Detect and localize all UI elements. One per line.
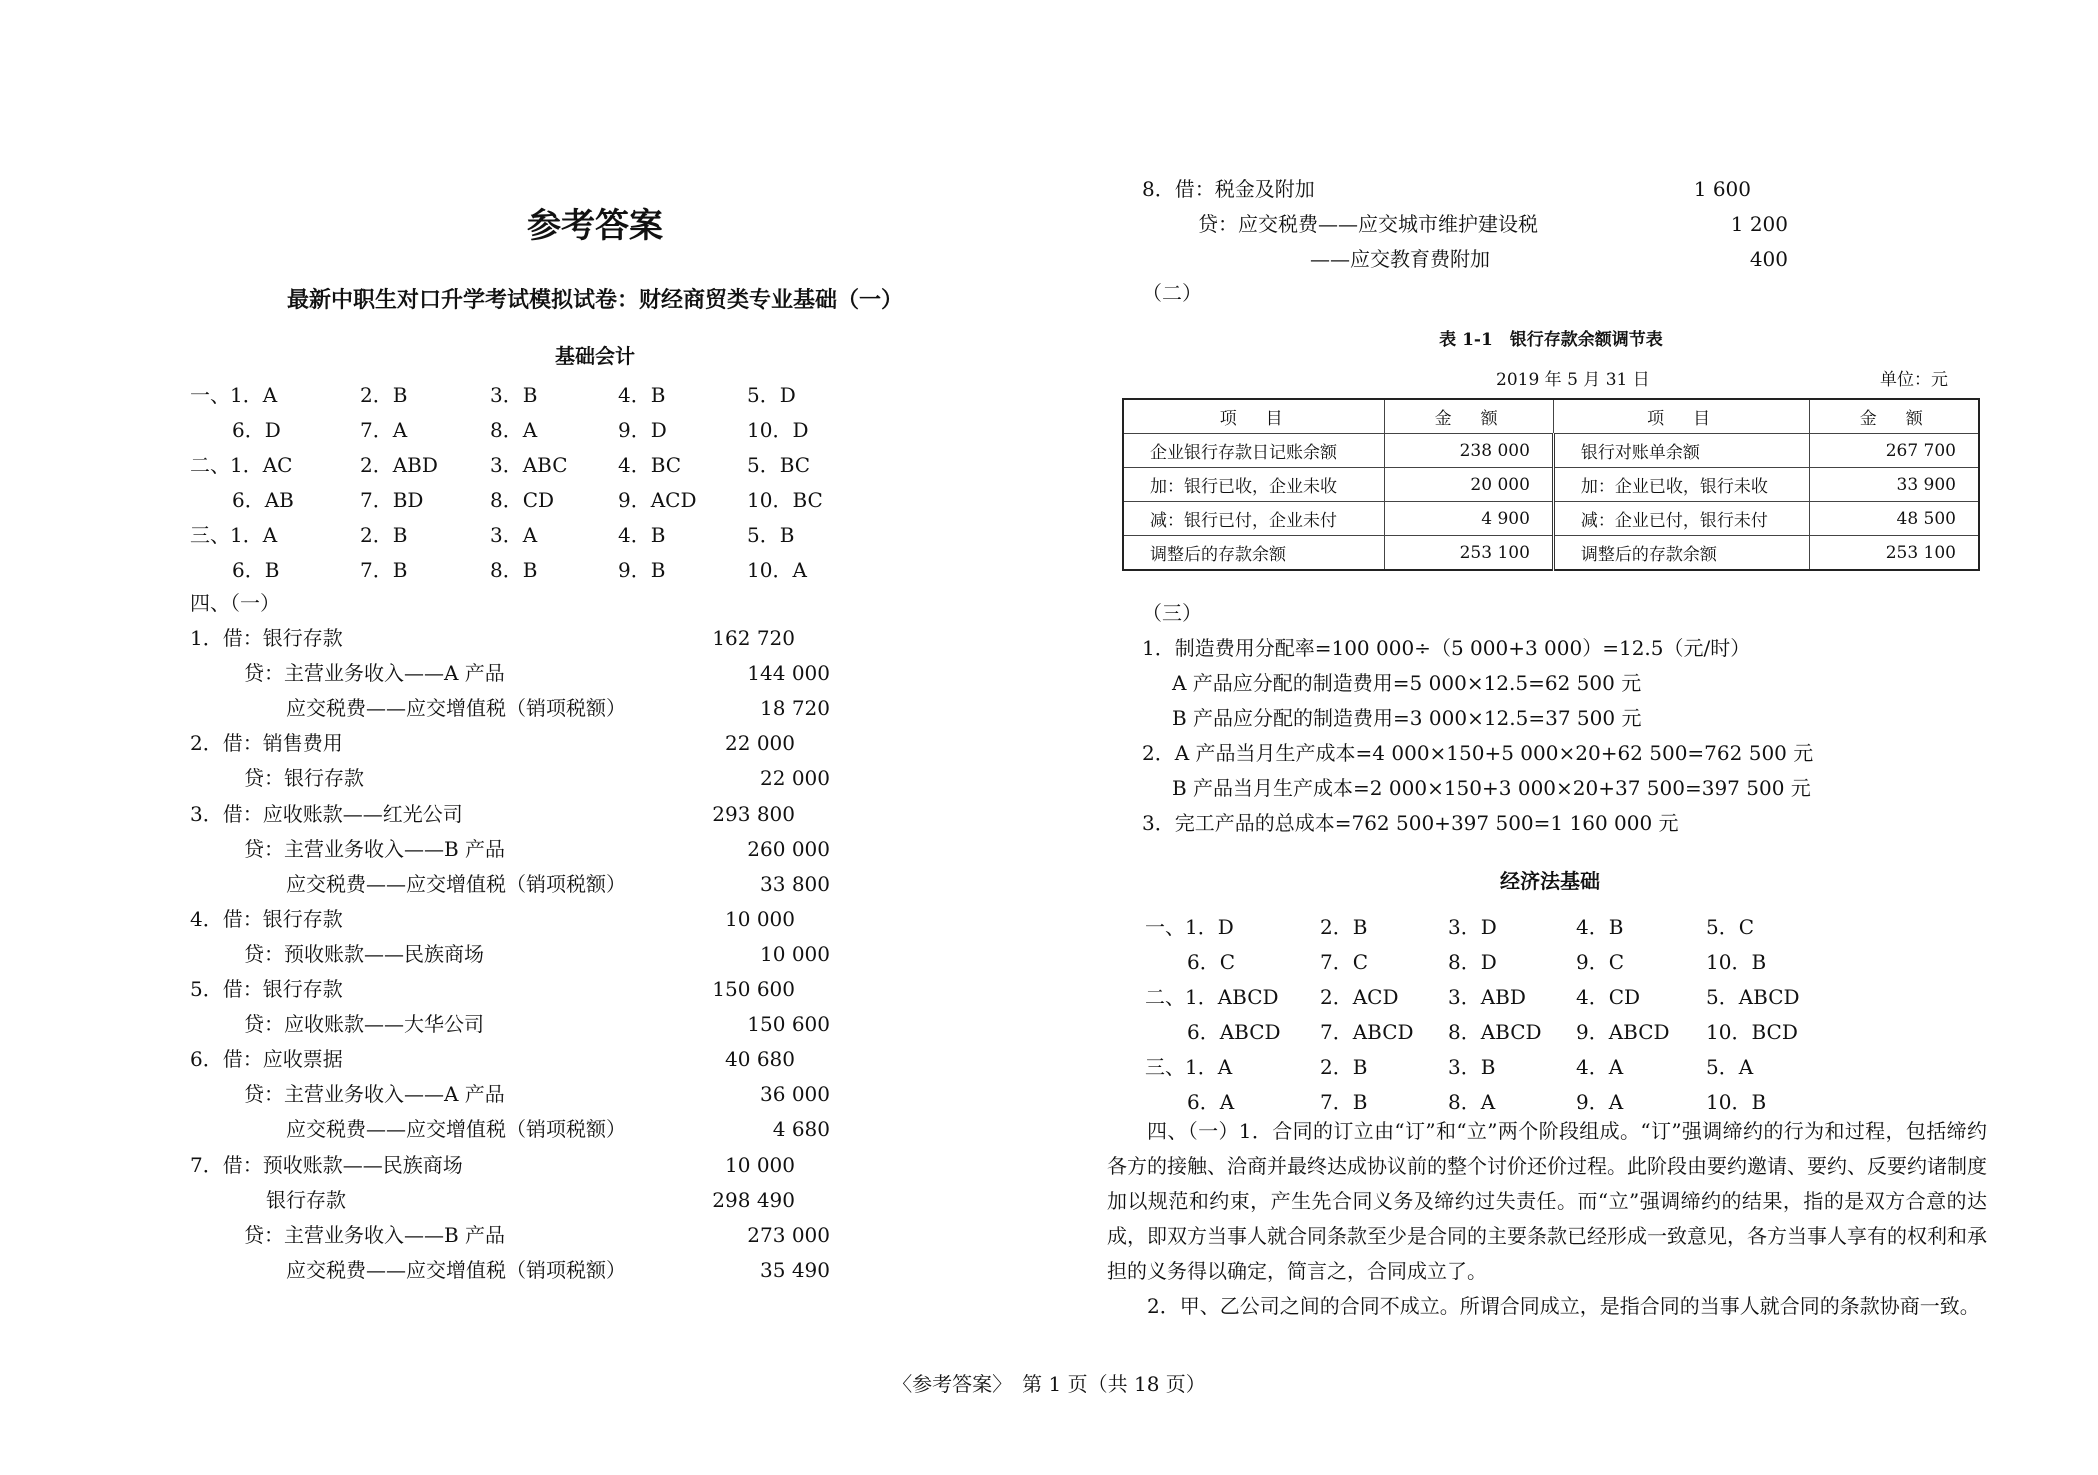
answer-item: 9．ACD <box>618 488 697 512</box>
entry-account: 6．借：应收票据 <box>190 1047 343 1072</box>
bank-reconciliation-table <box>1122 398 1980 571</box>
table-cell: 银行对账单余额 <box>1553 434 1810 468</box>
table-header-row <box>1123 399 1979 434</box>
answer-item: 9．D <box>618 418 667 442</box>
table-row <box>1123 502 1979 536</box>
entry-account: 5．借：银行存款 <box>190 977 343 1001</box>
answer-item: 3．ABD <box>1448 985 1526 1009</box>
entry-amount: 162 720 <box>712 626 795 650</box>
answer-item: 4．BC <box>618 453 682 477</box>
entry-amount: 10 000 <box>760 941 830 966</box>
answer-item: 5．A <box>1706 1055 1754 1079</box>
answer-row <box>1145 982 1845 1012</box>
answer-item: 8．CD <box>490 488 555 512</box>
entry-account: 应交税费——应交增值税（销项税额） <box>286 1257 626 1282</box>
answer-item: 9．ABCD <box>1576 1020 1670 1044</box>
law-paragraph-2: 2．甲、乙公司之间的合同不成立。所谓合同成立，是指合同的当事人就合同的条款协商一致。 <box>1147 1294 1980 1318</box>
answer-item: 9．C <box>1576 950 1625 974</box>
table-cell: 企业银行存款日记账余额 <box>1123 434 1385 468</box>
answer-item: 5．ABCD <box>1706 985 1800 1009</box>
answer-item: 6．C <box>1187 950 1236 974</box>
answer-item: 5．C <box>1706 915 1755 939</box>
answer-item: 2．B <box>360 523 408 547</box>
answer-item: 6．ABCD <box>1187 1020 1281 1044</box>
calc-line: B 产品当月生产成本=2 000×150+3 000×20+37 500=397 500 元 <box>1172 776 1811 800</box>
entry-account: 应交税费——应交增值税（销项税额） <box>286 696 626 721</box>
answer-item: 8．B <box>490 558 538 582</box>
table-cell: 48 500 <box>1810 502 1979 536</box>
answer-item: 7．C <box>1320 950 1369 974</box>
entry-amount: 35 490 <box>760 1257 830 1282</box>
law-paragraph-1: 四、（一）1．合同的订立由“订”和“立”两个阶段组成。“订”强调缔约的行为和过程，包括缔约各方的接触、洽商并最终达成协议前的整个讨价还价过程。此阶段由要约邀请、要约、反要约诸制度加以规范和约束，产生先合同义务及缔约过失责任。而“立”强调缔约的结果，指的是双方合意的达成，即双方当事人就合同条款至少是合同的主要条款已经形成一致意见，各方当事人享有的权利和承担的义务得以确定，简言之，合同成立了。 <box>1107 1119 1987 1283</box>
answer-item: 4．CD <box>1576 985 1641 1009</box>
table-cell: 238 000 <box>1385 434 1554 468</box>
table-row <box>1123 468 1979 502</box>
answer-item: 5．BC <box>747 453 811 477</box>
entry-amount: 298 490 <box>712 1187 795 1212</box>
calc-line: 1．制造费用分配率=100 000÷（5 000+3 000）=12.5（元/时） <box>1142 636 1751 660</box>
answer-item: 9．B <box>618 558 666 582</box>
answer-item: 7．BD <box>360 488 424 512</box>
answer-item: 4．A <box>1576 1055 1624 1079</box>
entry-account: 贷：主营业务收入——B 产品 <box>244 1222 506 1247</box>
entry-account: 贷：银行存款 <box>244 766 364 791</box>
answer-item: 6．B <box>232 558 280 582</box>
entry-amount: 293 800 <box>712 801 795 826</box>
answer-item: 4．B <box>618 383 666 407</box>
table-cell: 4 900 <box>1385 502 1554 536</box>
page-subtitle: 最新中职生对口升学考试模拟试卷：财经商贸类专业基础（一） <box>286 287 903 313</box>
entry-account: 贷：主营业务收入——A 产品 <box>244 1082 505 1107</box>
answer-item: 三、1．A <box>1145 1055 1233 1079</box>
answer-item: 三、1．A <box>190 523 278 547</box>
table-date: 2019 年 5 月 31 日 <box>1496 370 1650 390</box>
answer-item: 6．A <box>1187 1090 1235 1114</box>
answer-item: 2．ABD <box>360 453 438 477</box>
entry-amount: 40 680 <box>725 1047 795 1072</box>
entry-amount: 1 200 <box>1730 212 1788 236</box>
table-row <box>1123 434 1979 468</box>
answer-item: 9．A <box>1576 1090 1624 1114</box>
answer-item: 7．B <box>360 558 408 582</box>
entry-amount: 36 000 <box>760 1082 830 1107</box>
table-header-cell: 金 额 <box>1385 399 1554 434</box>
entry-amount: 18 720 <box>760 696 830 721</box>
table-cell: 减：企业已付，银行未付 <box>1553 502 1810 536</box>
entry-account: 贷：应交税费——应交城市维护建设税 <box>1198 212 1538 236</box>
answer-item: 8．A <box>1448 1090 1496 1114</box>
calc-line: 3．完工产品的总成本=762 500+397 500=1 160 000 元 <box>1142 811 1679 835</box>
table-caption: 表 1-1 银行存款余额调节表 <box>1439 330 1663 350</box>
answer-item: 10．A <box>747 558 807 582</box>
calc-line: A 产品应分配的制造费用=5 000×12.5=62 500 元 <box>1172 671 1642 695</box>
calc-line: 2．A 产品当月生产成本=4 000×150+5 000×20+62 500=762 500 元 <box>1142 741 1814 765</box>
answer-row <box>1145 1087 1845 1117</box>
entry-amount: 260 000 <box>747 836 830 861</box>
entry-amount: 400 <box>1749 247 1788 271</box>
table-cell: 253 100 <box>1810 536 1979 571</box>
answer-item: 3．B <box>1448 1055 1496 1079</box>
answer-item: 10．BCD <box>1706 1020 1798 1044</box>
answer-item: 8．D <box>1448 950 1497 974</box>
table-cell: 减：银行已付，企业未付 <box>1123 502 1385 536</box>
entry-account: 8．借：税金及附加 <box>1142 177 1315 201</box>
table-row <box>1123 536 1979 571</box>
entry-account: 7．借：预收账款——民族商场 <box>190 1152 463 1177</box>
table-header-cell: 金 额 <box>1810 399 1979 434</box>
answer-row <box>190 555 890 585</box>
entry-amount: 33 800 <box>760 871 830 896</box>
table-unit: 单位：元 <box>1880 370 1948 390</box>
entry-amount: 150 600 <box>712 977 795 1001</box>
answer-row <box>190 380 890 410</box>
entry-account: 应交税费——应交增值税（销项税额） <box>286 871 626 896</box>
answer-item: 10．B <box>1706 950 1767 974</box>
answer-row <box>190 485 890 515</box>
entry-account: 1．借：银行存款 <box>190 626 343 650</box>
entry-account: 应交税费——应交增值税（销项税额） <box>286 1117 626 1142</box>
answer-item: 二、1．ABCD <box>1145 985 1279 1009</box>
answer-row <box>1145 1017 1845 1047</box>
answer-item: 一、1．D <box>1145 915 1234 939</box>
entry-amount: 150 600 <box>747 1012 830 1037</box>
entry-amount: 10 000 <box>725 906 795 931</box>
table-header-cell: 项 目 <box>1553 399 1810 434</box>
calc-line: B 产品应分配的制造费用=3 000×12.5=37 500 元 <box>1172 706 1642 730</box>
answer-item: 二、1．AC <box>190 453 293 477</box>
answer-item: 7．A <box>360 418 408 442</box>
table-cell: 253 100 <box>1385 536 1554 571</box>
entry-account: 银行存款 <box>266 1187 346 1212</box>
part2-label: （二） <box>1142 281 1202 305</box>
answer-item: 一、1．A <box>190 383 278 407</box>
answer-item: 10．D <box>747 418 809 442</box>
law-section-title: 经济法基础 <box>1500 869 1600 893</box>
entry-amount: 10 000 <box>725 1152 795 1177</box>
answer-item: 2．ACD <box>1320 985 1399 1009</box>
answer-row <box>1145 912 1845 942</box>
answer-item: 2．B <box>1320 915 1368 939</box>
page-footer: 〈参考答案〉 第 1 页（共 18 页） <box>892 1372 1206 1396</box>
answer-item: 3．D <box>1448 915 1497 939</box>
answer-item: 8．ABCD <box>1448 1020 1542 1044</box>
part3-label: （三） <box>1142 601 1202 625</box>
answer-row <box>190 520 890 550</box>
answer-item: 3．B <box>490 383 538 407</box>
entry-amount: 273 000 <box>747 1222 830 1247</box>
table-cell: 加：银行已收，企业未收 <box>1123 468 1385 502</box>
answer-item: 7．ABCD <box>1320 1020 1414 1044</box>
part4-label: 四、（一） <box>190 591 280 615</box>
answer-item: 7．B <box>1320 1090 1368 1114</box>
answer-item: 2．B <box>1320 1055 1368 1079</box>
entry-amount: 22 000 <box>725 731 795 756</box>
answer-item: 10．B <box>1706 1090 1767 1114</box>
entry-amount: 1 600 <box>1693 177 1751 201</box>
answer-row <box>1145 1052 1845 1082</box>
answer-item: 6．AB <box>232 488 294 512</box>
entry-amount: 22 000 <box>760 766 830 791</box>
table-cell: 33 900 <box>1810 468 1979 502</box>
answer-item: 10．BC <box>747 488 823 512</box>
answer-item: 3．A <box>490 523 538 547</box>
page-title: 参考答案 <box>527 206 663 246</box>
accounting-section-title: 基础会计 <box>555 344 635 368</box>
answer-row <box>190 450 890 480</box>
answer-row <box>190 415 890 445</box>
answer-item: 3．ABC <box>490 453 568 477</box>
entry-account: 贷：主营业务收入——B 产品 <box>244 836 506 861</box>
answer-row <box>1145 947 1845 977</box>
entry-amount: 144 000 <box>747 661 830 686</box>
entry-account: ——应交教育费附加 <box>1310 247 1490 271</box>
entry-account: 贷：预收账款——民族商场 <box>244 941 484 966</box>
entry-account: 3．借：应收账款——红光公司 <box>190 801 463 826</box>
answer-item: 4．B <box>618 523 666 547</box>
table-header-cell: 项 目 <box>1123 399 1385 434</box>
entry-amount: 4 680 <box>772 1117 830 1142</box>
answer-item: 5．B <box>747 523 795 547</box>
entry-account: 贷：应收账款——大华公司 <box>244 1012 484 1037</box>
entry-account: 贷：主营业务收入——A 产品 <box>244 661 505 686</box>
table-cell: 20 000 <box>1385 468 1554 502</box>
answer-item: 2．B <box>360 383 408 407</box>
answer-item: 6．D <box>232 418 281 442</box>
table-cell: 调整后的存款余额 <box>1123 536 1385 571</box>
answer-item: 8．A <box>490 418 538 442</box>
answer-item: 4．B <box>1576 915 1624 939</box>
entry-account: 4．借：银行存款 <box>190 906 343 931</box>
table-cell: 加：企业已收，银行未收 <box>1553 468 1810 502</box>
entry-account: 2．借：销售费用 <box>190 731 343 756</box>
table-cell: 调整后的存款余额 <box>1553 536 1810 571</box>
table-cell: 267 700 <box>1810 434 1979 468</box>
answer-item: 5．D <box>747 383 796 407</box>
